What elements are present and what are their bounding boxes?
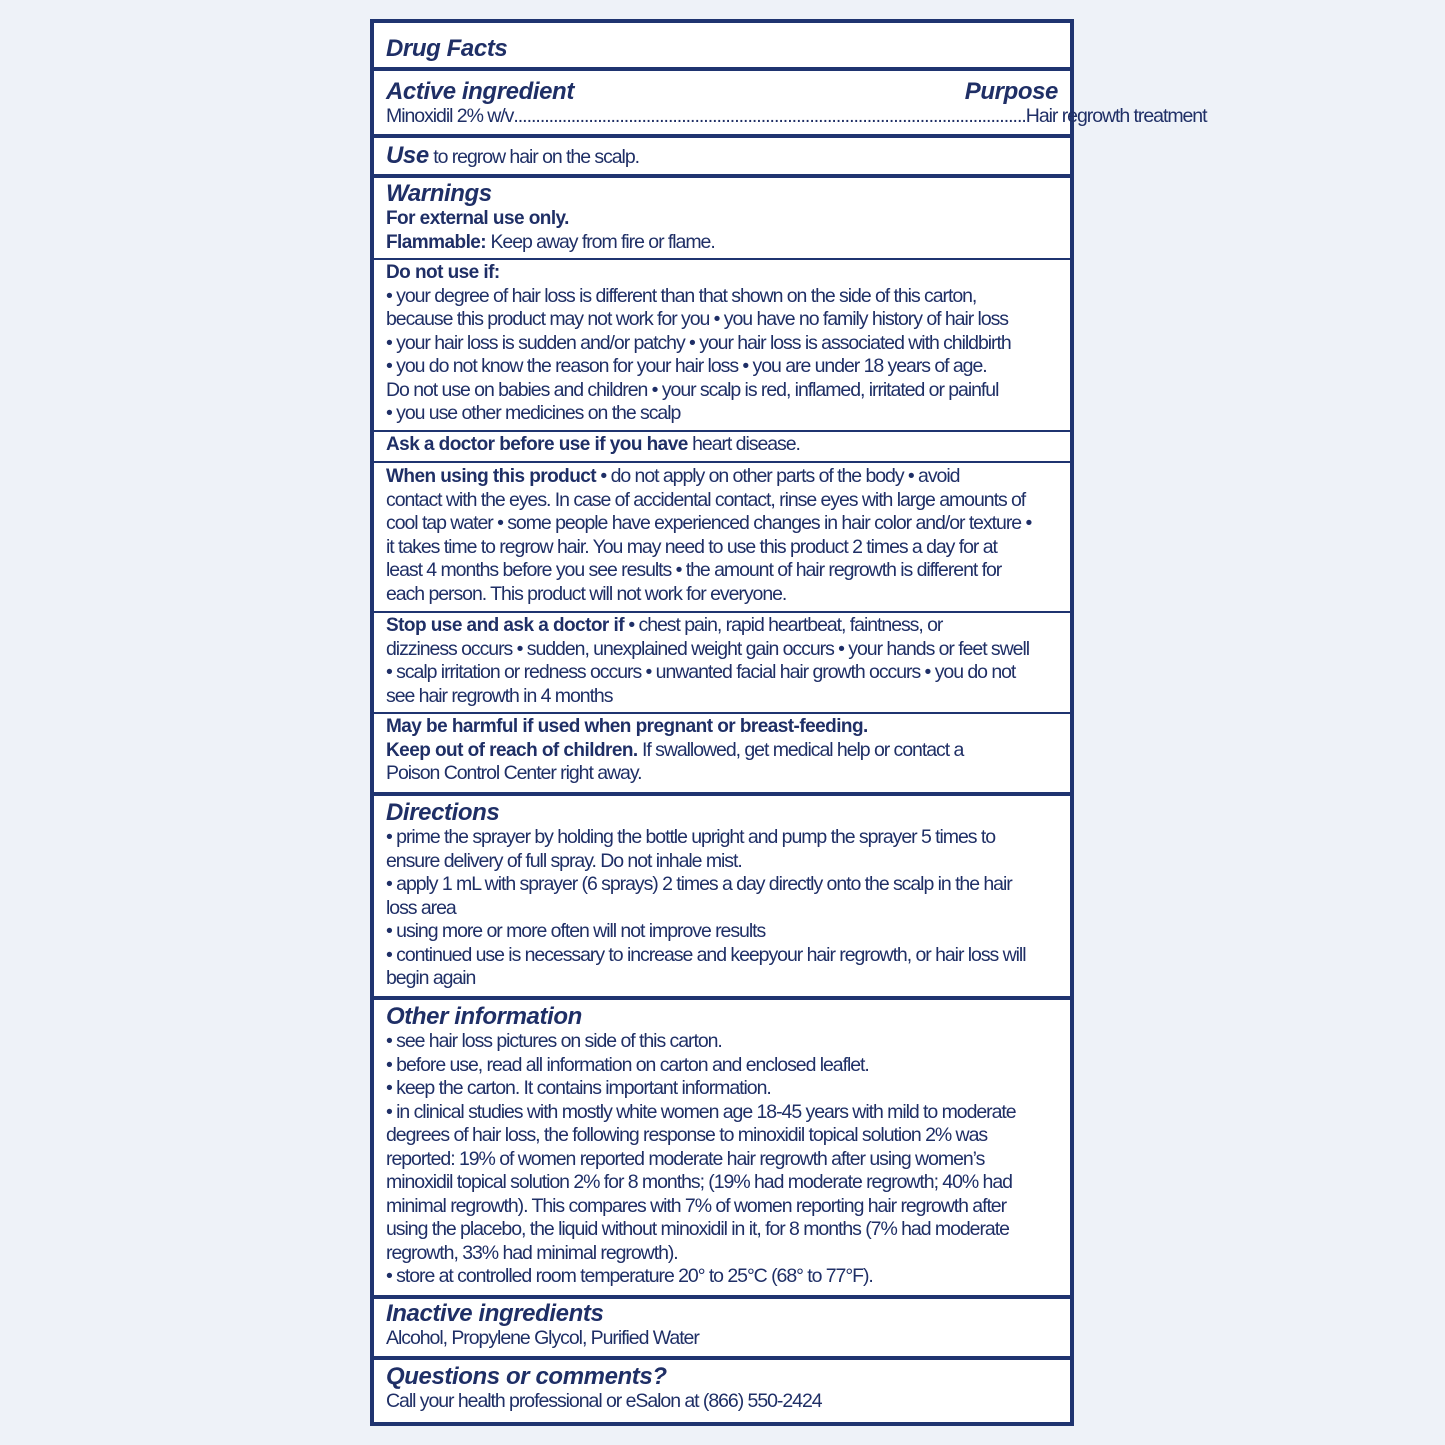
warnings-section — [374, 174, 1070, 258]
stop-use-section — [374, 611, 1070, 712]
do-not-use-section — [374, 258, 1070, 430]
body-text: If swallowed, get medical help or contact a — [637, 738, 964, 761]
section-heading: Use — [386, 142, 429, 169]
body-text: ensure delivery of full spray. Do not inhale mist. — [386, 849, 742, 872]
text-line — [386, 207, 1058, 231]
body-text: • see hair loss pictures on side of this carton. — [386, 1030, 722, 1052]
bold-text: For external use only. — [386, 208, 569, 229]
text-line — [386, 1054, 1058, 1078]
body-text: dizziness occurs • sudden, unexplained weight gain occurs • your hands or feet swell — [386, 637, 1030, 660]
body-text: • store at controlled room temperature 20° to 25°C (68° to 77°F). — [386, 1265, 873, 1287]
other-information-section — [374, 996, 1070, 1295]
body-text: minoxidil topical solution 2% for 8 months; (19% had moderate regrowth; 40% had — [386, 1171, 1012, 1193]
text-line — [386, 1077, 1058, 1101]
body-text: • apply 1 mL with sprayer (6 sprays) 2 times a day directly onto the scalp in the hair — [386, 873, 1012, 895]
body-text: reported: 19% of women reported moderate hair regrowth after using women’s — [386, 1147, 985, 1170]
text-line — [386, 512, 1058, 536]
body-text: to regrow hair on the scalp. — [428, 146, 640, 168]
section-heading: Other information — [386, 1003, 582, 1030]
text-line — [386, 1148, 1058, 1172]
pregnancy-children-section — [374, 712, 1070, 792]
text-line — [386, 559, 1058, 583]
text-line — [386, 143, 1058, 169]
body-text: least 4 months before you see results • the amount of hair regrowth is different for — [386, 559, 1002, 581]
body-text: degrees of hair loss, the following response to minoxidil topical solution 2% was — [386, 1124, 988, 1146]
body-text: Keep away from fire or flame. — [486, 230, 715, 253]
text-line — [386, 1124, 1058, 1148]
bold-text: Keep out of reach of children. — [386, 739, 638, 761]
text-line — [386, 715, 1058, 739]
text-line — [386, 402, 1058, 426]
bold-text: When using this product — [386, 466, 597, 487]
use-section — [374, 134, 1070, 174]
text-line — [386, 231, 1058, 255]
directions-section — [374, 792, 1070, 996]
body-text: see hair regrowth in 4 months — [386, 684, 613, 707]
body-text: it takes time to regrow hair. You may need to use this product 2 times a day for at — [386, 535, 997, 558]
text-line — [386, 583, 1058, 607]
ask-doctor-section — [374, 430, 1070, 461]
text-line — [386, 826, 1058, 850]
body-text: contact with the eyes. In case of accidental contact, rinse eyes with large amounts of — [386, 488, 1026, 511]
text-line — [386, 489, 1058, 513]
questions-section — [374, 1356, 1070, 1426]
text-line — [386, 1327, 1058, 1351]
body-text: • in clinical studies with mostly white women age 18-45 years with mild to moderate — [386, 1100, 1016, 1123]
text-line — [386, 433, 1058, 457]
text-line — [386, 873, 1058, 897]
text-line — [386, 897, 1058, 921]
text-line — [386, 1030, 1058, 1054]
text-line — [386, 261, 1058, 285]
body-text: • your degree of hair loss is different than that shown on the side of this carton, — [386, 284, 977, 307]
text-line — [386, 285, 1058, 309]
text-line — [386, 536, 1058, 560]
body-text: Alcohol, Propylene Glycol, Purified Water — [386, 1327, 699, 1349]
drug-facts-title: Drug Facts — [386, 35, 508, 62]
body-text: • do not apply on other parts of the body • avoid — [596, 465, 960, 487]
body-text: • scalp irritation or redness occurs • unwanted facial hair growth occurs • you do not — [386, 661, 1016, 683]
inactive-ingredients-section — [374, 1295, 1070, 1356]
body-text: • before use, read all information on carton and enclosed leaflet. — [386, 1053, 869, 1076]
text-line — [386, 661, 1058, 685]
body-text: • your hair loss is sudden and/or patchy • your hair loss is associated with childbirth — [386, 331, 1011, 354]
text-line — [386, 638, 1058, 662]
bold-text: Do not use if: — [386, 262, 500, 283]
text-line — [386, 1195, 1058, 1219]
text-line — [386, 850, 1058, 874]
body-text: • continued use is necessary to increase and keepyour hair regrowth, or hair loss will — [386, 943, 1026, 966]
active-ingredient-section — [374, 67, 1207, 134]
text-line — [386, 967, 1058, 991]
text-line — [386, 1301, 1058, 1327]
when-using-section — [374, 461, 1070, 611]
body-text: because this product may not work for you • you have no family history of hair loss — [386, 308, 1009, 330]
text-line — [386, 800, 1058, 826]
body-text: regrowth, 33% had minimal regrowth). — [386, 1241, 678, 1264]
bold-text: Flammable: — [386, 231, 487, 253]
text-line — [386, 332, 1058, 356]
body-text: Poison Control Center right away. — [386, 762, 642, 784]
body-text: minimal regrowth). This compares with 7% of women reporting hair regrowth after — [386, 1194, 1007, 1217]
body-text: • keep the carton. It contains important information. — [386, 1077, 771, 1099]
text-line — [386, 739, 1058, 763]
section-heading: Warnings — [386, 180, 492, 207]
text-line — [386, 1242, 1058, 1266]
bold-text: May be harmful if used when pregnant or breast-feeding. — [386, 716, 868, 737]
section-heading: Inactive ingredients — [386, 1300, 604, 1327]
text-line — [386, 944, 1058, 968]
body-text: Call your health professional or eSalon at (866) 550-2424 — [386, 1390, 822, 1412]
bold-text: Ask a doctor before use if you have — [386, 434, 688, 455]
text-line — [386, 920, 1058, 944]
text-line — [386, 614, 1058, 638]
body-text: • you use other medicines on the scalp — [386, 402, 681, 424]
text-line — [386, 465, 1058, 489]
text-line — [386, 1171, 1058, 1195]
active-ingredient-heading: Active ingredient — [386, 78, 574, 105]
ingredient-name: Minoxidil 2% w/v — [386, 105, 514, 127]
section-heading: Questions or comments? — [386, 1363, 667, 1390]
body-text: cool tap water • some people have experienced changes in hair color and/or texture • — [386, 512, 1032, 534]
body-text: • using more or more often will not improve results — [386, 920, 766, 942]
drug-facts-header — [374, 23, 1070, 67]
body-text: begin again — [386, 967, 476, 989]
text-line — [386, 355, 1058, 379]
body-text: each person. This product will not work for everyone. — [386, 582, 787, 605]
section-heading: Directions — [386, 799, 500, 826]
body-text: heart disease. — [687, 433, 800, 455]
body-text: • chest pain, rapid heartbeat, faintness, or — [623, 614, 943, 636]
body-text: • you do not know the reason for your hair loss • you are under 18 years of age. — [386, 355, 987, 377]
text-line — [386, 1265, 1058, 1289]
text-line — [386, 181, 1058, 207]
ingredient-purpose: Hair regrowth treatment — [1025, 105, 1207, 127]
text-line — [386, 685, 1058, 709]
body-text: • prime the sprayer by holding the bottle upright and pump the sprayer 5 times to — [386, 826, 995, 848]
text-line — [386, 1004, 1058, 1030]
text-line — [386, 308, 1058, 332]
drug-facts-panel — [370, 19, 1207, 1426]
purpose-heading: Purpose — [964, 78, 1058, 105]
text-line — [386, 1101, 1058, 1125]
text-line — [386, 1390, 1058, 1414]
text-line — [386, 1364, 1058, 1390]
dot-leader: .................................................................................................................... — [513, 105, 1026, 127]
body-text: using the placebo, the liquid without minoxidil in it, for 8 months (7% had moderate — [386, 1218, 1009, 1240]
text-line — [386, 762, 1058, 786]
bold-text: Stop use and ask a doctor if — [386, 615, 624, 636]
text-line — [386, 1218, 1058, 1242]
text-line — [386, 379, 1058, 403]
body-text: Do not use on babies and children • your scalp is red, inflamed, irritated or painful — [386, 378, 999, 401]
body-text: loss area — [386, 896, 456, 919]
